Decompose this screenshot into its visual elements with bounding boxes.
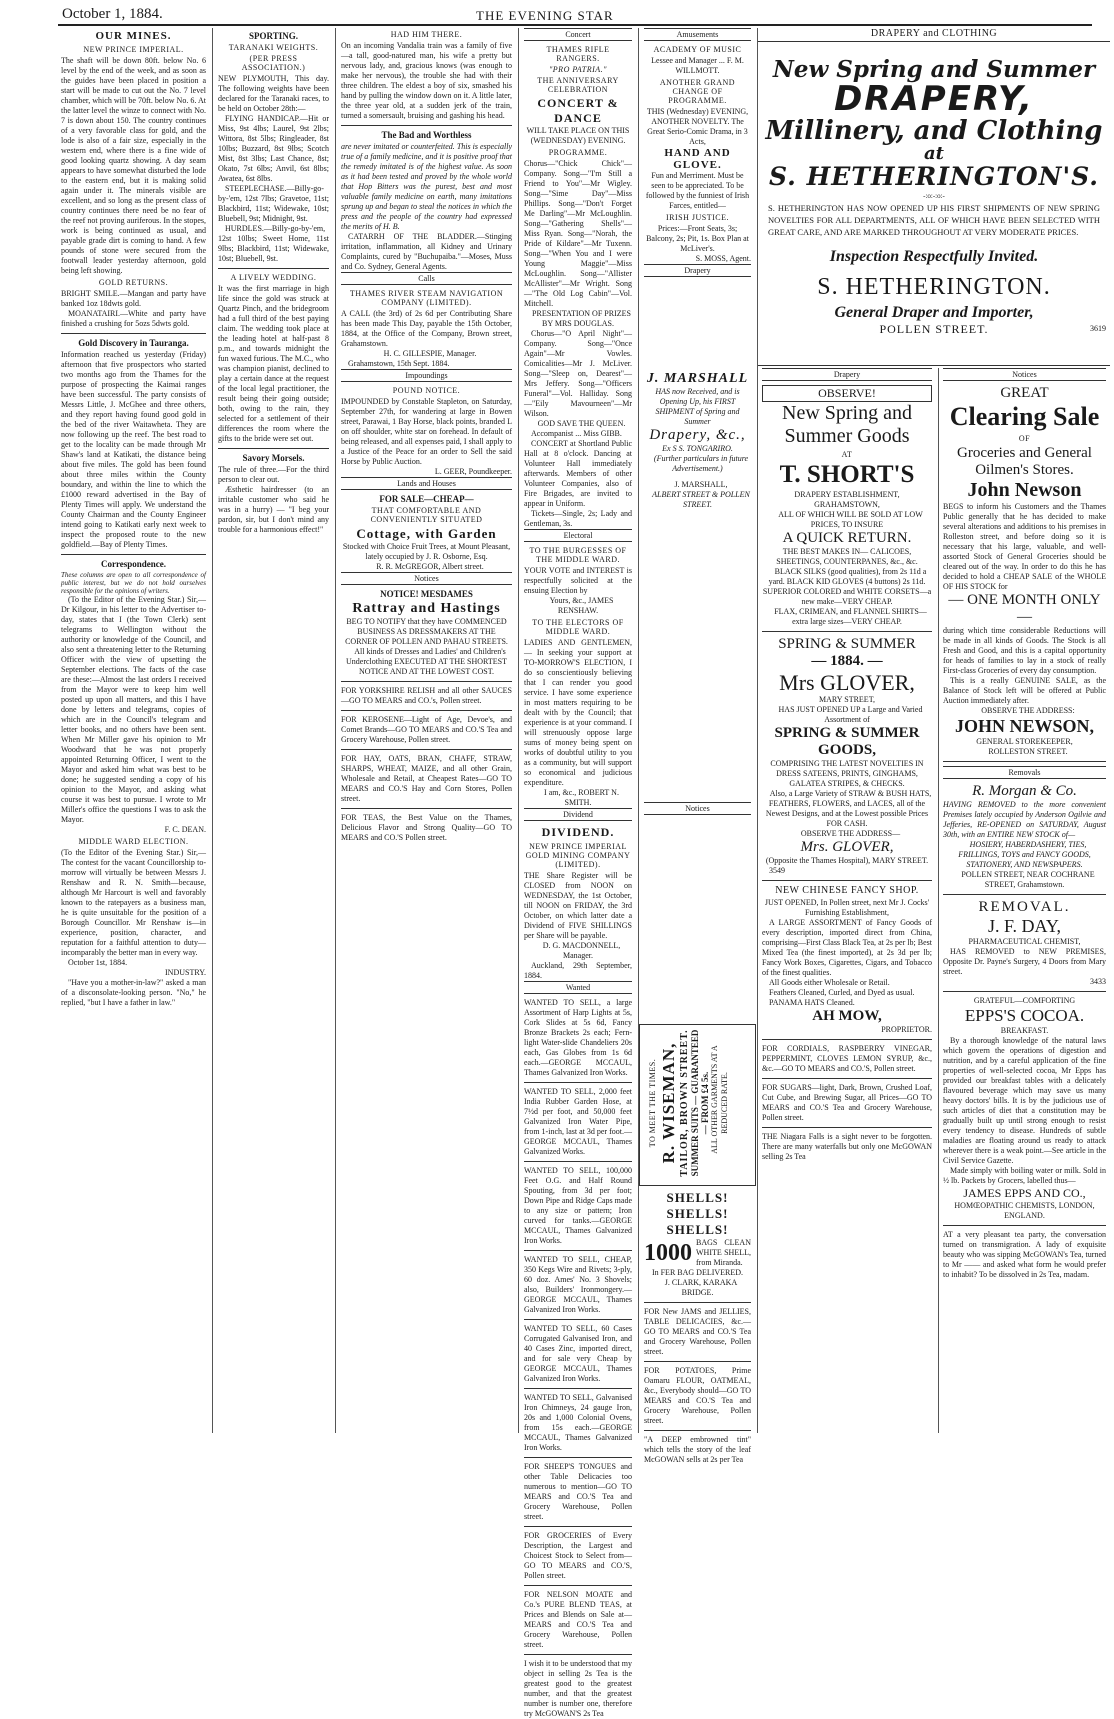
divider xyxy=(524,1585,632,1586)
ad-title-line: Millinery, and Clothing xyxy=(765,115,1103,146)
ad-name: S. HETHERINGTON. xyxy=(817,274,1051,301)
ad-title: New Spring and Summer Goods xyxy=(782,402,912,447)
ad-signature: R. R. McGREGOR, Albert street. xyxy=(376,562,484,571)
ad-title: Rattray and Hastings xyxy=(352,601,501,616)
subhead: HAD HIM THERE. xyxy=(390,30,463,39)
article-text: CATARRH OF THE BLADDER.—Stinging irritation, inflammation, all Kidney and Urinary Complaints, cured by "Buchupaiba."—Moses, Muss and Co. Sydney, General Agents. xyxy=(341,232,512,271)
ad-title: Clearing Sale xyxy=(949,402,1100,431)
ad-signature: I am, &c., ROBERT N. SMITH. xyxy=(544,788,619,807)
column-sporting xyxy=(213,28,334,1433)
ad-text: (Opposite the Thames Hospital), MARY STREET. xyxy=(765,856,929,866)
subhead: A LIVELY WEDDING. xyxy=(230,273,317,282)
column-shells xyxy=(639,1190,756,1464)
grocery-ad: FOR CORDIALS, RASPBERRY VINEGAR, PEPPERMINT, CLOVES LEMON SYRUP, &c., &c.—GO TO MEARS and CO.'S, Pollen street. xyxy=(762,1044,932,1074)
article-text: STEEPLECHASE.—Billy-go-by-'em, 12st 7lbs; Gravetoe, 11st; Blackbird, 11st; Widewake, 10st; Bluebell, 9st; Midnight, 9st. xyxy=(218,184,329,223)
ad-text: BREAKFAST. xyxy=(1000,1025,1049,1035)
headline: Gold Discovery in Tauranga. xyxy=(78,338,189,348)
subhead: NEW PRINCE IMPERIAL. xyxy=(83,45,184,54)
right-column-2 xyxy=(938,368,1110,1433)
ad-title: Groceries and General Oilmen's Stores. xyxy=(957,444,1092,478)
divider xyxy=(218,448,329,449)
ad-title: Drapery, &c., xyxy=(649,427,746,443)
right-block xyxy=(758,28,1110,1433)
wiseman-tailor-ad xyxy=(639,1024,756,1186)
ad-text: Accompanist ... Miss GIBB. xyxy=(531,429,622,438)
ad-text: FOR HAY, OATS, BRAN, CHAFF, STRAW, SHARPS, WHEAT, MAIZE, and all other Grain, Wholesale and Retail, at Cheapest Rates—GO TO MEARS and CO.'S Hay and Corn Stores, Pollen street. xyxy=(341,754,512,803)
ad-text: ALL OTHER GARMENTS AT A REDUCED RATE. xyxy=(710,1045,729,1154)
programme: Chorus—"O April Night"—Company. Song—"Once Again"—Mr Vowles. Comicalities—Mr J. McLiver. Song—"Sleep on, Dearest"—Mrs Jeffery. Song—"Officers Funeral"—Vol. Halliday. Song—"Eily Mavourneen"—Mr Wilson. xyxy=(524,329,632,418)
ad-text: OF xyxy=(1018,433,1031,443)
ad-text: PHARMACEUTICAL CHEMIST, xyxy=(968,936,1081,946)
ad-number: 3549 xyxy=(769,866,785,876)
ad-title: SHELLS! SHELLS! SHELLS! xyxy=(666,1190,729,1237)
letter-text: (To the Editor of the Evening Star.) Sir,—The contest for the vacant Councillorship to-morrow will virtually be between Messrs J. Renshaw and R. N. Smith—because, although Mr Harcourt is well and favorably known to the ratepayers as a business man, he is quite unsuitable for the position of a Borough Councillor. Mr Renshaw is—in experience, position, character, and reputation for a faithful attention to duty—incomparably the better man in every way. xyxy=(61,848,206,957)
ad-text: SUMMER SUITS — GUARANTEED — FROM £4 5s. xyxy=(690,1029,710,1177)
divider xyxy=(644,1361,751,1362)
ad-text: In FER BAG DELIVERED. xyxy=(651,1268,744,1277)
morgan-ad xyxy=(943,783,1106,895)
ad-title-line: at xyxy=(924,143,944,165)
ad-text: IMPOUNDED by Constable Stapleton, on Saturday, September 27th, for wandering at large in Bowen street, Parawai, 1 Bay Horse, black points, branded L on off shoulder, white star on forehead. In default of being released, and all expenses paid, I shall apply to a Justice of the Peace for an order to Sell the said Horse by Public Auction. xyxy=(341,397,512,466)
ad-text: Tickets—Single, 2s; Lady and Gentleman, 3s. xyxy=(524,509,632,528)
ad-title: J. MARSHALL xyxy=(646,371,749,386)
ad-heading: POUND NOTICE. xyxy=(392,386,461,395)
ad-text: All kinds of Dresses and Ladies' and Children's Underclothing EXECUTED AT THE SHORTEST NOTICE AND AT THE LOWEST COST. xyxy=(346,647,507,676)
article-text: The rule of three.—For the third person to clear out. xyxy=(218,465,329,484)
ad-title: A QUICK RETURN. xyxy=(782,529,912,546)
ad-text: PROPRIETOR. xyxy=(881,1025,932,1035)
ad-text: By a thorough knowledge of the natural laws which govern the operations of digestion and nutrition, and by a careful application of the fine properties of well-selected cocoa, Mr Epps has provided our breakfast tables with a delicately flavoured beverage which may save us many heavy doctors' bills. It is by the judicious use of such articles of diet that a constitution may be gradually built up until strong enough to resist every tendency to disease. Hundreds of subtle maladies are floating around us ready to attack wherever there is a weak point.—See article in the Civil Service Gazette. xyxy=(943,1035,1106,1165)
ad-title: J. F. DAY, xyxy=(987,915,1062,936)
ad-text: A LARGE ASSORTMENT of Fancy Goods of every description, imported direct from China, comprising—First Class Black Tea, at 2s per lb; Best Mixed Tea (the finest imported), at 2s 3d per lb; Fancy Work Boxes, Cigarettes, Cigars, and Tobacco of the finest qualities. xyxy=(762,918,932,978)
ad-title: Mrs GLOVER, xyxy=(779,669,915,695)
ad-text: BLACK SILKS (good qualities), from 2s 11d a yard. BLACK KID GLOVES (4 buttons) 2s 11d. SUPERIOR COLORED and WHITE CORSETS—a new make—VERY CHEAP. xyxy=(762,566,932,606)
headline: The Bad and Worthless xyxy=(381,130,472,140)
ad-text: Also, a Large Variety of STRAW & BUSH HATS, FEATHERS, FLOWERS, and LACES, all of the Newest Designs, and at the Lowest possible Prices FOR CASH. xyxy=(765,789,932,829)
ad-text: OBSERVE THE ADDRESS: xyxy=(981,705,1075,715)
divider xyxy=(524,1388,632,1389)
ad-title: JAMES EPPS AND CO., xyxy=(963,1185,1086,1200)
article-text: "Have you a mother-in-law?" asked a man of a disconsolate-looking person. "No," he replied, "but I have a father in law." xyxy=(61,978,206,1007)
divider xyxy=(61,554,206,555)
ad-text: Grahamstown, 15th Sept. 1884. xyxy=(348,359,450,368)
article-text: FLYING HANDICAP.—Hit or Miss, 9st 4lbs; Laurel, 9st 2lbs; Wittora, 8st 5lbs; Ringleader, 8st 10lbs; Buzzard, 8st 9lbs; Scotch Mist, 8st 3lbs; Last Chance, 8st; Okato, 7st 6lbs; Anvil, 6st 8lbs; Awatea, 6st 8lbs. xyxy=(218,114,329,183)
section-dividend: Dividend xyxy=(524,808,632,821)
disclaimer: These columns are open to all correspondence of public interest, but we do not hold ourselves responsible for the opinions of writers. xyxy=(61,571,206,595)
ad-text: Auckland, 29th September, 1884. xyxy=(524,961,632,980)
divider xyxy=(341,710,512,711)
divider xyxy=(524,1319,632,1320)
wanted-ad: WANTED TO SELL, 2,000 feet India Rubber Garden Hose, at 7½d per foot, and 50,000 feet Galvanized Iron Water Pipe, from 1-inch, last at 3d per foot.—GEORGE MCCAUL, Thames Galvanized Works. xyxy=(524,1087,632,1156)
ad-title: Mrs. GLOVER, xyxy=(800,839,894,856)
shells-count: 1000 xyxy=(644,1239,692,1266)
ad-title: JOHN NEWSON, xyxy=(954,715,1095,736)
hetherington-ad xyxy=(758,28,1110,366)
ad-heading: TO THE BURGESSES OF THE MIDDLE WARD. xyxy=(529,546,627,564)
tea-ad: AT a very pleasant tea party, the conversation turned on transmigration. A lady of exquisite beauty who was sipping McGOWAN's Tea, turned to Mr —— and asked what form he would prefer to inhabit? To be dissolved in 2s Tea, madam. xyxy=(943,1229,1106,1279)
subhead: (PER PRESS ASSOCIATION.) xyxy=(241,54,306,72)
divider xyxy=(524,1082,632,1083)
ornament: -:o:-:o:- xyxy=(923,192,945,201)
ad-signature: J. CLARK, KARAKA BRIDGE. xyxy=(664,1278,738,1297)
ad-text: ALL OF WHICH WILL BE SOLD AT LOW PRICES, TO INSURE xyxy=(778,509,923,529)
ad-text: This is a really GENUINE SALE, as the Balance of Stock left will be offered at Public Auction immediately after. xyxy=(943,675,1106,705)
ad-text: Made simply with boiling water or milk. Sold in ½ lb. Packets by Grocers, labelled thus— xyxy=(943,1165,1106,1185)
ad-text: ROLLESTON STREET. xyxy=(988,746,1068,756)
spacer xyxy=(644,281,751,371)
ad-signature: D. G. MACDONNELL, Manager. xyxy=(542,941,621,960)
section-drapery: Drapery xyxy=(644,264,751,277)
short-ad xyxy=(762,385,932,632)
ad-text: AT xyxy=(841,450,853,459)
ad-heading: TO THE ELECTORS OF MIDDLE WARD. xyxy=(532,618,624,636)
section-calls: Calls xyxy=(341,272,512,285)
ad-text: THE Share Register will be CLOSED from NOON on WEDNESDAY, the 1st October, till NOON on FRIDAY, the 3rd October, on which latter date a Dividend of FIVE SHILLINGS per Share will be payable. xyxy=(524,871,632,940)
newson-ad xyxy=(943,385,1106,762)
article-text: On an incoming Vandalia train was a family of five—a tall, good-natured man, his wife a pretty but nervous lady, and, gracious knows (was enough to make her nervous), the trouble she had with their three children. The eldest a boy of six, smashed his hand by pulling the window down on it. A little later, the three year old, at a sudden jerk of the train, turned a somersault, bruising and gashing his head. xyxy=(341,41,512,120)
ad-text: General Draper and Importer, xyxy=(834,304,1034,322)
divider xyxy=(762,1127,932,1128)
divider xyxy=(524,1457,632,1458)
section-wanted: Wanted xyxy=(524,981,632,994)
ad-heading: TO MEET THE TIMES. xyxy=(648,1058,657,1148)
ad-text: CONCERT at Shortland Public Hall at 8 o'clock. Dancing at Volunteer Hall immediately afterwards. Members of other Volunteer Companies, also of Fire Brigades, are invited to appear in Uniform. xyxy=(524,439,632,508)
ad-heading: NEW CHINESE FANCY SHOP. xyxy=(775,885,919,897)
section-removals: Removals xyxy=(943,766,1106,779)
ad-text: HOSIERY, HABERDASHERY, TIES, FRILLINGS, TOYS and FANCY GOODS, STATIONERY, AND NEWSPAPERS. xyxy=(958,839,1091,869)
dateline: October 1st, 1884. xyxy=(68,958,128,967)
ad-text: HOMŒOPATHIC CHEMISTS, LONDON, ENGLAND. xyxy=(954,1200,1095,1220)
ad-heading: NEW PRINCE IMPERIAL GOLD MINING COMPANY (LIMITED). xyxy=(525,842,631,869)
ad-title: REMOVAL. xyxy=(978,898,1071,915)
ad-text: GRATEFUL—COMFORTING xyxy=(973,995,1076,1005)
ad-text: Inspection Respectfully Invited. xyxy=(829,248,1039,266)
masthead xyxy=(0,0,1114,26)
paper-title: THE EVENING STAR xyxy=(476,8,614,23)
section-notices: Notices xyxy=(943,368,1106,381)
subhead: TARANAKI WEIGHTS. xyxy=(228,43,319,52)
divider xyxy=(524,1250,632,1251)
ad-text: HAS JUST OPENED UP a Large and Varied Assortment of xyxy=(778,705,923,725)
ad-title: SPRING & SUMMER xyxy=(778,635,916,652)
ad-title: — 1884. — xyxy=(811,652,883,669)
divider xyxy=(524,1654,632,1655)
section-notices: Notices xyxy=(644,802,751,815)
ad-heading: IRISH JUSTICE. xyxy=(665,213,729,222)
wanted-ad: WANTED TO SELL, CHEAP, 350 Kegs Wire and Rivets; 3-ply, 60 doz. Ames' No. 3 Shovels; also, Builders' Ironmongery.—GEORGE MCCAUL, Thames Galvanized Iron Works. xyxy=(524,1255,632,1314)
ad-signature: J. MARSHALL, xyxy=(674,480,728,489)
divider xyxy=(341,808,512,809)
ad-text: PANAMA HATS Cleaned. xyxy=(769,998,855,1008)
subhead: MIDDLE WARD ELECTION. xyxy=(78,837,189,846)
divider xyxy=(524,1526,632,1527)
section-concert: Concert xyxy=(524,28,632,41)
article-text: BRIGHT SMILE.—Mangan and party have banked 1oz 18dwts gold. xyxy=(61,289,206,308)
divider xyxy=(644,1302,751,1303)
grocery-ad: FOR SHEEP'S TONGUES and other Table Delicacies too numerous to mention—GO TO MEARS and CO.'S Tea and Grocery Warehouse, Pollen street. xyxy=(524,1462,632,1521)
ad-heading: THAMES RIVER STEAM NAVIGATION COMPANY (LIMITED). xyxy=(349,289,504,307)
ad-title: R. Morgan & Co. xyxy=(972,782,1077,799)
shells-row xyxy=(644,1238,751,1268)
ad-heading: ACADEMY OF MUSIC xyxy=(653,45,742,54)
letter-text: (To the Editor of the Evening Star.) Sir,—Dr Kilgour, in his letter to the Advertiser to-day, states that I (the Town Clerk) sent telegrams to Wellington without the authority or knowledge of the Council, and also sent a threatening letter to the Returning Officer with the view of upsetting the September elections. The facts of the case are these:—Almost the last orders I received from the Mayor were to keep him well posted up upon all matters, and this I have done by letters and telegrams, copies of which are in the Council's telegram and letter books, and no others have been sent. When Mr Miller gave his opinion to Mr Woodward that he was not properly appointed Returning Officer, I went to the Mayor and asked him what was best to be done; he suggested sending a copy of his opinion to the Mayor, and asking what course it was best to pursue. I wrote to Mr Miller's office the questions I was to ask the Mayor. xyxy=(61,595,206,824)
ad-title: Cottage, with Garden xyxy=(356,526,497,541)
ad-text: MARY STREET, xyxy=(818,695,875,705)
ad-text: A CALL (the 3rd) of 2s 6d per Contributing Share has been made This Day, payable the 15th October, 1884, at the Office of the Company, Brown street, Grahamstown. xyxy=(341,309,512,348)
ad-number: 3433 xyxy=(1090,976,1106,986)
article-text: HURDLES.—Billy-go-by-'em, 12st 10lbs; Sweet Home, 11st 9lbs; Blackbird, 11st; Widewake, 10st; Bluebell, 9st. xyxy=(218,224,329,263)
ad-title: CONCERT & DANCE xyxy=(537,96,619,125)
section-lands: Lands and Houses xyxy=(341,477,512,490)
grocery-ad: FOR POTATOES, Prime Oamaru FLOUR, OATMEAL, &c., Everybody should—GO TO MEARS and CO.'S Tea and Grocery Warehouse, Pollen street. xyxy=(644,1366,751,1425)
ad-title: John Newson xyxy=(967,478,1082,501)
grocery-ad: FOR NELSON MOATE and Co.'s PURE BLEND TEAS, at Prices and Blends on Sale at—MEARS and CO.'S Tea and Grocery Warehouse, Pollen street. xyxy=(524,1590,632,1649)
ad-text: GENERAL STOREKEEPER, xyxy=(976,736,1073,746)
section-amusements: Amusements xyxy=(644,28,751,41)
column-mines xyxy=(56,28,211,1433)
ad-signature: S. MOSS, Agent. xyxy=(695,254,751,263)
divider xyxy=(762,1078,932,1079)
ad-text: during which time considerable Reductions will be made in all kinds of Goods. The Stock is all Fresh and Good, and this is a capital opportunity for heads of families to lay in a stock of really First-class Groceries of every day consumption. xyxy=(943,625,1106,675)
chinese-shop-ad xyxy=(762,885,932,1040)
ad-title: AH MOW, xyxy=(812,1008,882,1025)
tea-ad: "A DEEP embrowned tint" which tells the story of the leaf McGOWAN sells at 2s per Tea xyxy=(644,1435,751,1464)
ad-text: DRAPERY ESTABLISHMENT, GRAHAMSTOWN, xyxy=(794,489,900,509)
ad-text: FLAX, CRIMEAN, and FLANNEL SHIRTS—extra large sizes—VERY CHEAP. xyxy=(774,606,927,626)
ad-title: SPRING & SUMMER GOODS, xyxy=(774,725,920,759)
ad-title: GREAT xyxy=(1000,385,1049,401)
ad-text: ALBERT STREET & POLLEN STREET. xyxy=(652,490,750,509)
divider xyxy=(524,1161,632,1162)
ad-text: All Goods either Wholesale or Retail. xyxy=(769,978,890,988)
ad-heading: THAT COMFORTABLE AND CONVENIENTLY SITUATED xyxy=(370,506,483,524)
ad-text: HAVING REMOVED to the more convenient Premises lately occupied by Anderson Ogilvie and Jefferies, RE-OPENED on SATURDAY, August 30th, with an ENTIRE NEW STOCK of— xyxy=(943,799,1106,839)
ad-title: EPPS'S COCOA. xyxy=(964,1005,1085,1025)
divider xyxy=(61,333,206,334)
ad-text: Prices:—Front Seats, 3s; Balcony, 2s; Pit, 1s. Box Plan at McLiver's. xyxy=(646,224,749,253)
issue-date: October 1, 1884. xyxy=(62,6,163,22)
tea-ad: THE Niagara Falls is a sight never to be forgotten. There are many waterfalls but only one McGOWAN selling 2s Tea xyxy=(762,1132,932,1162)
article-text: NEW PLYMOUTH, This day. The following weights have been declared for the Taranaki races, to be held on October 28th:— xyxy=(218,74,329,113)
ad-text: HAS REMOVED to NEW PREMISES, Opposite Dr. Payne's Surgery, 4 Doors from Mary street. xyxy=(943,946,1106,976)
spacer xyxy=(644,510,751,802)
ad-heading: NOTICE! MESDAMES xyxy=(380,589,473,599)
ad-text: HAS now Received, and is Opening Up, his FIRST SHIPMENT of Spring and Summer xyxy=(655,387,740,426)
ad-text: Fun and Merriment. Must be seen to be appreciated. To be followed by the funniest of Irish Farces, entitled— xyxy=(645,171,750,210)
ad-title-line: S. HETHERINGTON'S. xyxy=(769,162,1099,192)
tea-ad: I wish it to be understood that my object in selling 2s Tea is the greatest good to the greatest number, and that the greatest number is number one, therefore try McGOWAN'S 2s Tea xyxy=(524,1659,632,1718)
article-text: It was the first marriage in high life since the gold was struck at Quartz Pinch, and the bridegroom had a full third of the best paying claim. The wedding took place at the leading hotel at half-past 8 p.m., and towards midnight the fun waxed furious. The M.C., who was champion pianist, declined to play a certain dance at the request of the local legal practitioner, the result being their going outside; both, owing to the rain, they selected for a settlement of their differences the room where the gifts to the bride were set out. xyxy=(218,284,329,443)
ad-text: GOD SAVE THE QUEEN. xyxy=(537,419,626,428)
right-column-1 xyxy=(758,368,936,1433)
ad-text: OBSERVE THE ADDRESS— xyxy=(800,829,901,839)
ad-signature: L. GEER, Poundkeeper. xyxy=(434,467,512,476)
ad-title: T. SHORT'S xyxy=(779,461,915,488)
ad-heading: OBSERVE! xyxy=(762,385,932,402)
ad-heading: THAMES RIFLE RANGERS. xyxy=(546,45,610,63)
ad-title: HAND AND GLOVE. xyxy=(664,147,731,171)
ad-text: BEG TO NOTIFY that they have COMMENCED BUSINESS AS DRESSMAKERS AT THE CORNER OF POLLEN AND PAHAU STREETS. xyxy=(345,617,508,646)
ad-signature: Yours, &c., JAMES RENSHAW. xyxy=(549,596,614,615)
grocery-ad: FOR SUGARS—light, Dark, Brown, Crushed Loaf, Cut Cube, and Brewing Sugar, all Prices—GO TO MEARS and CO.'S Tea and Grocery Warehouse, Pollen street. xyxy=(762,1083,932,1123)
wanted-ad: WANTED TO SELL, a large Assortment of Harp Lights at 5s, Cork Slides at 5s 6d, Fancy Bronze Brackets 2s each; Fern-light Water-slide Chandeliers 20s each, Gas Globes from 1s 6d each.—GEORGE MCCAUL, Thames Galvanized Iron Works. xyxy=(524,998,632,1077)
ad-text: S. HETHERINGTON HAS NOW OPENED UP HIS FIRST SHIPMENTS OF NEW SPRING NOVELTIES FOR ALL DEPARTMENTS, ALL OF WHICH HAVE BEEN SELECTED WITH GREAT CARE, AND ARE MARKED THROUGHOUT AT VERY MODERATE PRICES. xyxy=(768,203,1100,238)
ad-text: Lessee and Manager ... F. M. WILLMOTT. xyxy=(651,56,744,75)
ad-title: DIVIDEND. xyxy=(541,825,615,839)
section-notices: Notices xyxy=(341,572,512,585)
divider xyxy=(218,268,329,269)
grocery-ad: FOR GROCERIES of Every Description, the Largest and Choicest Stock to Select from—GO TO MEARS and CO.'S, Pollen street. xyxy=(524,1531,632,1580)
ad-text: WILL TAKE PLACE ON THIS (WEDNESDAY) EVENING. xyxy=(526,126,630,145)
ad-text: Feathers Cleaned, Curled, and Dyed as usual. xyxy=(769,988,915,998)
ad-signature: H. C. GILLESPIE, Manager. xyxy=(383,349,477,358)
article-text: Æsthetic hairdresser (to an irritable customer who said he was in a hurry) — "I beg your pardon, sir, but I don't mind any trouble for a harmonious effect!" xyxy=(218,485,329,534)
divider xyxy=(341,125,512,126)
ad-text: BAGS CLEAN WHITE SHELL, from Miranda. xyxy=(696,1238,751,1267)
ad-text: FOR YORKSHIRE RELISH and all other SAUCES—GO TO MEARS and CO.'s, Pollen street. xyxy=(341,686,512,705)
ad-title: TAILOR, BROWN STREET. xyxy=(679,1029,690,1177)
ad-text: LADIES AND GENTLEMEN,— In seeking your support at TO-MORROW'S ELECTION, I do so conscientiously believing that I can render you good service. I have some experience in most matters requiring to be dealt with by the Council; that experience is at your command. I will strenuously oppose large sums of money being spent on works of doubtful utility to you as a community, but will support so economical and judicious expenditure. xyxy=(524,638,632,787)
grocery-ad: FOR New JAMS and JELLIES, TABLE DELICACIES, &c.—GO TO MEARS and CO.'S Tea and Grocery Warehouse, Pollen street. xyxy=(644,1307,751,1356)
ad-title: R. WISEMAN, xyxy=(659,1042,678,1164)
ad-text: BEGS to inform his Customers and the Thames Public generally that he has decided to make several alterations and additions to his premises in Rolleston street, and before doing so it is necessary that his large, valuable, and well-assorted Stock of General Groceries should be cleared out of the way. In order to do this he has decided to hold a CHEAP SALE of the WHOLE OF HIS STOCK for xyxy=(943,501,1106,591)
ad-title-line: DRAPERY, xyxy=(834,79,1034,120)
ad-heading: THE ANNIVERSARY CELEBRATION xyxy=(537,76,619,94)
ad-heading: ANOTHER GRAND CHANGE OF PROGRAMME. xyxy=(659,78,736,105)
ad-title: — ONE MONTH ONLY — xyxy=(948,591,1101,625)
section-drapery-clothing: DRAPERY and CLOTHING xyxy=(758,28,1110,42)
section-drapery: Drapery xyxy=(762,368,932,381)
masthead-rule xyxy=(58,24,1092,26)
ad-street: POLLEN STREET. xyxy=(879,322,989,337)
section-electoral: Electoral xyxy=(524,529,632,542)
signature: F. C. DEAN. xyxy=(164,825,206,834)
column-concert xyxy=(519,28,637,1718)
article-text: are never imitated or counterfeited. This is especially true of a family medicine, and it is positive proof that the remedy imitated is of the highest value. As soon as it had been tested and proved by the whole world that Hop Bitters was the purest, best and most valuable family medicine on earth, many imitations sprung up and began to steal the notices in which the press and the people of the country had expressed the merits of H. B. xyxy=(341,142,512,231)
subhead: GOLD RETURNS. xyxy=(98,278,169,287)
headline-our-mines: OUR MINES. xyxy=(95,30,172,42)
article-text: The shaft will be down 80ft. below No. 6 level by the end of the week, and as soon as the guides have been placed in position a start will be made to cut out the No. 7 level chamber, which will be 70ft. below No. 6. At the latter level the winze to connect with No. 7 is down about 150. The country continues of a very favorable class for gold, and the lode is also of a fair size, especially in the western end, where there is a fine wide of good looking quartz showing. A day seam appears to have somewhat disturbed the lode to the eastern end, but it is making solid again under it. The minerals visible are excellent, and so long as the present class of country continues there need be no fear of the reef not proving auriferous. In the stopes, work is being continued as usual, and payable grade dirt is coming to hand. A few pounds of stone were secured from the footwall leader yesterday afternoon, gold being left showing. xyxy=(61,56,206,275)
ad-text: JUST OPENED, In Pollen street, next Mr J. Cocks' Furnishing Establishment, xyxy=(764,898,930,918)
glover-ad xyxy=(762,636,932,881)
day-chemist-ad xyxy=(943,899,1106,992)
ad-text: Ex S S. TONGARIRO. xyxy=(662,444,733,453)
ad-text: FOR KEROSENE—Light of Age, Devoe's, and Comet Brands—GO TO MEARS and CO.'S Tea and Grocery Warehouse, Pollen street. xyxy=(341,715,512,744)
ad-heading: "PRO PATRIA." xyxy=(548,65,608,74)
wanted-ad: WANTED TO SELL, Galvanised Iron Chimneys, 24 gauge Iron, 20s and 1,000 Colonial Ovens, from 15s each.—GEORGE MCCAUL, Thames Galvanized Iron Works. xyxy=(524,1393,632,1452)
ad-text: (Further particulars in future Advertisement.) xyxy=(653,454,749,473)
headline: SPORTING. xyxy=(249,31,298,41)
article-text: Information reached us yesterday (Friday) afternoon that five prospectors who started two months ago from the Thames for the purpose of prospecting the Kaimai ranges have been successful. The party consists of Messrs Little, J. McGhee and three others, and they report having found good gold in the bed of the river Waitawheta. They are now following up the reef. The best road to get to the locality can be made through Mr Shaw's land at Katikati, the distance being about five miles. The gold has been found about three miles within the County boundary, and within the line to which the £1000 reward advertised in the Bay of Plenty Times will apply. We understand the County Chairman and the County Engineer intend going to Katikati early next week to inspect the proposed route to the new goldfield.—Bay of Plenty Times. xyxy=(61,350,206,549)
ad-text: COMPRISING THE LATEST NOVELTIES IN DRESS SATEENS, PRINTS, GINGHAMS, GALATEA STRIPES, & CHECKS. xyxy=(770,759,924,789)
ad-heading: PROGRAMME. xyxy=(548,148,608,157)
ad-text: YOUR VOTE and INTEREST is respectfully solicited at the ensuing Election by xyxy=(524,566,632,595)
divider xyxy=(341,681,512,682)
ad-text: THE BEST MAKES IN— CALICOES, SHEETINGS, COUNTERPANES, &c., &c. xyxy=(776,546,918,566)
signature: INDUSTRY. xyxy=(165,968,206,977)
wanted-ad: WANTED TO SELL, 60 Cases Corrugated Galvanised Iron, and 40 Cases Zinc, imported direct, and for sale very Cheap by GEORGE MCCAUL, Thames Galvanized Iron Works. xyxy=(524,1324,632,1383)
ad-text: Stocked with Choice Fruit Trees, at Mount Pleasant, lately occupied by J. R. Osborne, Esq. xyxy=(342,542,511,561)
ad-text: THIS (Wednesday) EVENING, ANOTHER NOVELTY. The Great Serio-Comic Drama, in 3 Acts, xyxy=(646,107,749,146)
divider xyxy=(341,749,512,750)
divider xyxy=(644,1430,751,1431)
ad-heading: FOR SALE—CHEAP— xyxy=(379,494,474,504)
wanted-ad: WANTED TO SELL, 100,000 Feet O.G. and Half Round Spouting, from 3d per foot; Down Pipe and Ridge Caps made to any size or pattern; Iron curved for tanks.—GEORGE MCCAUL, Thames Galvanized Iron Works. xyxy=(524,1166,632,1245)
epps-cocoa-ad xyxy=(943,996,1106,1226)
headline: Savory Morsels. xyxy=(242,453,305,463)
headline: Correspondence. xyxy=(100,559,167,569)
ad-number: 3619 xyxy=(1090,324,1106,333)
article-text: MOANATAIRI.—White and party have finished a crushing for 5ozs 5dwts gold. xyxy=(61,309,206,328)
section-impoundings: Impoundings xyxy=(341,369,512,382)
ad-title-line: New Spring and Summer xyxy=(772,56,1096,83)
programme: Chorus—"Chick Chick"—Company. Song—"I'm Still a Friend to You"—Mr Wigley. Song—"Sime Day"—Miss Phillips. Song—"Don't Forget Me Darling"—Mr McLoughlin. Song—"Gathering Shells"—Miss Ryan. Song—"Norah, the Pride of Kildare"—Mr Tuxenn. Song—"When You and I were Young Maggie"—Miss McLoughlin. Song—"Allister McAllister"—Mr Wright. Song—"The Old Log Cabin"—Vol. Mitchell. xyxy=(524,159,632,308)
rotated-ad-content xyxy=(646,1027,730,1179)
column-notices xyxy=(336,28,517,1433)
ad-text: FOR TEAS, the Best Value on the Thames, Delicious Flavor and Strong Quality—GO TO MEARS and CO.'S Pollen street. xyxy=(341,813,512,842)
ad-text: PRESENTATION OF PRIZES BY MRS DOUGLAS. xyxy=(532,309,631,328)
ad-text: POLLEN STREET, NEAR COCHRANE STREET, Grahamstown. xyxy=(961,869,1095,889)
